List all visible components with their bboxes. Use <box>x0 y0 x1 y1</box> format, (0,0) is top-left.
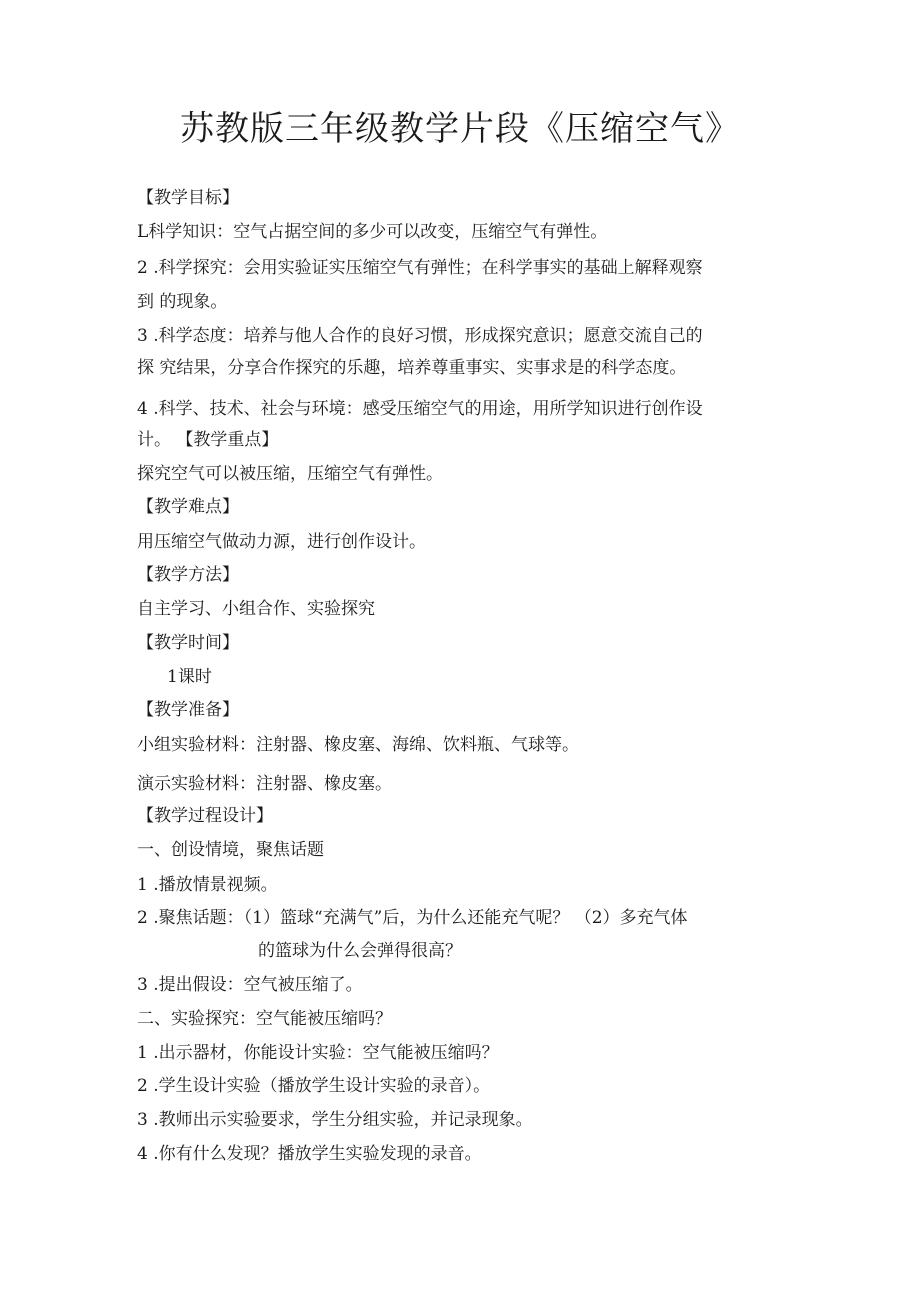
paragraph-line: 计。 【教学重点】 <box>137 430 279 450</box>
paragraph-line: 2 .科学探究：会用实验证实压缩空气有弹性；在科学事实的基础上解释观察 <box>137 258 703 278</box>
paragraph-line: 2 .学生设计实验（播放学生设计实验的录音）。 <box>137 1076 491 1096</box>
section-heading-time: 【教学时间】 <box>137 633 239 653</box>
section-heading-preparation: 【教学准备】 <box>137 700 239 720</box>
section-heading-difficulty: 【教学难点】 <box>137 497 239 517</box>
paragraph-line: 1课时 <box>167 667 212 687</box>
paragraph-line: 探 究结果，分享合作探究的乐趣，培养尊重事实、实事求是的科学态度。 <box>137 358 687 378</box>
paragraph-line: 1 .出示器材，你能设计实验：空气能被压缩吗？ <box>137 1043 499 1063</box>
paragraph-line: 2 .聚焦话题：（1）篮球“充满气”后，为什么还能充气呢？ （2）多充气体 <box>137 908 688 928</box>
paragraph-line: 小组实验材料：注射器、橡皮塞、海绵、饮料瓶、气球等。 <box>137 735 579 755</box>
paragraph-line: 自主学习、小组合作、实验探究 <box>137 599 375 619</box>
paragraph-line: 3 .教师出示实验要求，学生分组实验，并记录现象。 <box>137 1110 533 1130</box>
document-title: 苏教版三年级教学片段《压缩空气》 <box>180 109 740 149</box>
section-heading-methods: 【教学方法】 <box>137 565 239 585</box>
paragraph-line: L科学知识：空气占据空间的多少可以改变，压缩空气有弹性。 <box>137 222 608 242</box>
paragraph-line: 一、创设情境，聚焦话题 <box>137 840 324 860</box>
paragraph-line: 1 .播放情景视频。 <box>137 875 278 895</box>
paragraph-line: 3 .提出假设：空气被压缩了。 <box>137 975 363 995</box>
paragraph-line: 探究空气可以被压缩，压缩空气有弹性。 <box>137 464 443 484</box>
paragraph-line: 4 .科学、技术、社会与环境：感受压缩空气的用途，用所学知识进行创作设 <box>137 399 703 419</box>
paragraph-line: 4 .你有什么发现？播放学生实验发现的录音。 <box>137 1144 482 1164</box>
paragraph-line: 用压缩空气做动力源，进行创作设计。 <box>137 532 426 552</box>
paragraph-line: 演示实验材料：注射器、橡皮塞。 <box>137 774 392 794</box>
section-heading-goals: 【教学目标】 <box>137 188 239 208</box>
paragraph-line: 的篮球为什么会弹得很高？ <box>258 941 462 961</box>
paragraph-line: 3 .科学态度：培养与他人合作的良好习惯，形成探究意识；愿意交流自己的 <box>137 326 703 346</box>
section-heading-process: 【教学过程设计】 <box>137 806 273 826</box>
paragraph-line: 到 的现象。 <box>137 292 228 312</box>
paragraph-line: 二、实验探究：空气能被压缩吗？ <box>137 1009 392 1029</box>
